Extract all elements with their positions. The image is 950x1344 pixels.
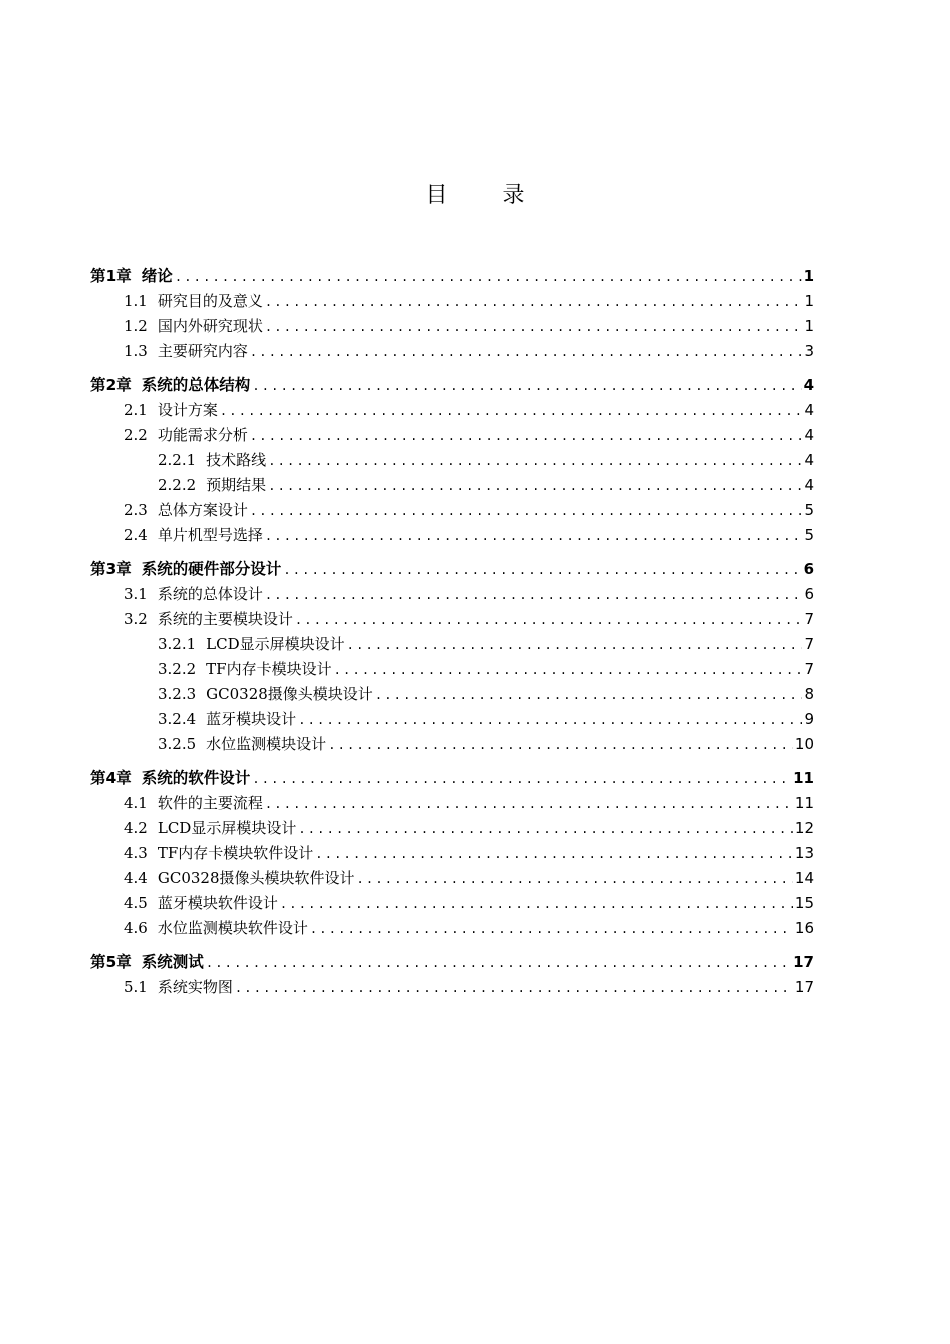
toc-section-entry[interactable] — [90, 314, 814, 339]
toc-dot-leader — [268, 474, 802, 499]
toc-page-number: 6 — [804, 585, 814, 603]
toc-chapter-entry[interactable] — [90, 557, 814, 582]
toc-chapter-entry[interactable] — [90, 766, 814, 791]
toc-section-entry[interactable] — [90, 523, 814, 548]
toc-entry-number: 4.2 — [124, 819, 148, 837]
toc-section-entry[interactable] — [90, 916, 814, 941]
toc-entry-title: 总体方案设计 — [157, 501, 248, 519]
toc-entry-number: 3.2.3 — [158, 685, 197, 703]
toc-dot-leader — [220, 399, 803, 424]
toc-entry-number: 3.2.4 — [158, 710, 197, 728]
toc-entry-number: 4.4 — [124, 869, 148, 887]
toc-entry-number: 5.1 — [124, 978, 148, 996]
toc-entry-number: 3.2 — [124, 610, 148, 628]
toc-entry-number: 第2章 — [90, 376, 132, 394]
toc-section-entry[interactable] — [90, 841, 814, 866]
toc-entry-number: 2.1 — [124, 401, 148, 419]
toc-entry-title: 蓝牙模块软件设计 — [157, 894, 278, 912]
toc-entry-title: 国内外研究现状 — [157, 317, 263, 335]
toc-page-number: 1 — [804, 317, 814, 335]
toc-entry-number: 4.5 — [124, 894, 148, 912]
toc-entry-title: 系统测试 — [141, 953, 204, 971]
toc-entry-title: 系统实物图 — [157, 978, 233, 996]
toc-page-number: 10 — [794, 735, 814, 753]
toc-entry-title: 水位监测模块软件设计 — [157, 919, 308, 937]
toc-entry-title: 软件的主要流程 — [157, 794, 263, 812]
toc-entry-title: 蓝牙模块设计 — [206, 710, 297, 728]
toc-entry-title: 设计方案 — [157, 401, 218, 419]
toc-entry-number: 3.2.5 — [158, 735, 197, 753]
toc-section-entry[interactable] — [90, 975, 814, 1000]
toc-entry-number: 4.1 — [124, 794, 148, 812]
toc-page-number: 12 — [794, 819, 814, 837]
toc-page-number: 7 — [804, 635, 814, 653]
toc-heading: 目 录 — [425, 183, 549, 208]
toc-dot-leader — [265, 315, 803, 340]
toc-entry-title: 系统的总体结构 — [141, 376, 251, 394]
toc-entry-title: 技术路线 — [206, 451, 267, 469]
toc-entry-number: 4.6 — [124, 919, 148, 937]
toc-section-entry[interactable] — [90, 582, 814, 607]
toc-entry-title: TF内存卡模块设计 — [206, 660, 332, 678]
toc-dot-leader — [250, 424, 803, 449]
toc-page-number: 8 — [804, 685, 814, 703]
toc-page-number: 17 — [794, 978, 814, 996]
toc-dot-leader — [250, 340, 803, 365]
toc-entry-title: 研究目的及意义 — [157, 292, 263, 310]
toc-page-number: 1 — [804, 292, 814, 310]
toc-page-number: 4 — [804, 476, 814, 494]
toc-dot-leader — [295, 608, 803, 633]
toc-entry-number: 3.1 — [124, 585, 148, 603]
toc-dot-leader — [265, 792, 793, 817]
toc-section-entry[interactable] — [90, 339, 814, 364]
toc-dot-leader — [206, 951, 791, 976]
toc-entry-number: 第1章 — [90, 267, 132, 285]
toc-entry-title: 绪论 — [141, 267, 173, 285]
toc-section-entry[interactable] — [90, 398, 814, 423]
toc-dot-leader — [265, 583, 803, 608]
toc-entry-number: 1.2 — [124, 317, 148, 335]
toc-dot-leader — [283, 558, 801, 583]
toc-chapter-entry[interactable] — [90, 264, 814, 289]
toc-section-entry[interactable] — [90, 423, 814, 448]
toc-page-number: 5 — [804, 501, 814, 519]
toc-dot-leader — [235, 976, 793, 1001]
toc-entry-title: LCD显示屏模块设计 — [206, 635, 345, 653]
toc-dot-leader — [315, 842, 793, 867]
toc-entry-title: 预期结果 — [206, 476, 267, 494]
toc-section-entry[interactable] — [90, 791, 814, 816]
toc-entry-number: 2.2.2 — [158, 476, 197, 494]
toc-dot-leader — [250, 499, 803, 524]
toc-entry-title: 系统的硬件部分设计 — [141, 560, 282, 578]
toc-section-entry[interactable] — [90, 607, 814, 632]
toc-section-entry[interactable] — [90, 473, 814, 498]
toc-page-number: 15 — [794, 894, 814, 912]
toc-section-entry[interactable] — [90, 732, 814, 757]
toc-entry-title: 系统的软件设计 — [141, 769, 251, 787]
toc-dot-leader — [280, 892, 793, 917]
toc-page-number: 4 — [804, 426, 814, 444]
toc-page-number: 13 — [794, 844, 814, 862]
toc-entry-number: 3.2.1 — [158, 635, 197, 653]
toc-section-entry[interactable] — [90, 657, 814, 682]
toc-page-number: 16 — [794, 919, 814, 937]
toc-dot-leader — [334, 658, 803, 683]
toc-page-number: 11 — [793, 769, 814, 787]
toc-entry-title: GC0328摄像头模块设计 — [206, 685, 373, 703]
toc-page-number: 7 — [804, 610, 814, 628]
toc-entry-title: 单片机型号选择 — [157, 526, 263, 544]
toc-dot-leader — [252, 767, 791, 792]
toc-entry-title: LCD显示屏模块设计 — [157, 819, 297, 837]
table-of-contents — [90, 264, 814, 1000]
toc-dot-leader — [328, 733, 793, 758]
toc-entry-number: 第5章 — [90, 953, 132, 971]
toc-section-entry[interactable] — [90, 632, 814, 657]
toc-page-number: 6 — [803, 560, 814, 578]
toc-entry-number: 2.2 — [124, 426, 148, 444]
toc-dot-leader — [268, 449, 802, 474]
toc-dot-leader — [310, 917, 793, 942]
toc-page-number: 5 — [804, 526, 814, 544]
toc-page-number: 4 — [803, 376, 814, 394]
toc-entry-number: 2.4 — [124, 526, 148, 544]
toc-dot-leader — [298, 708, 802, 733]
toc-section-entry[interactable] — [90, 498, 814, 523]
toc-chapter-entry[interactable] — [90, 373, 814, 398]
toc-entry-number: 2.3 — [124, 501, 148, 519]
toc-entry-number: 2.2.1 — [158, 451, 197, 469]
toc-page-number: 17 — [793, 953, 814, 971]
toc-section-entry[interactable] — [90, 448, 814, 473]
toc-page-number: 4 — [804, 401, 814, 419]
toc-entry-title: 功能需求分析 — [157, 426, 248, 444]
toc-entry-number: 1.1 — [124, 292, 148, 310]
toc-page-number: 3 — [804, 342, 814, 360]
toc-entry-number: 第4章 — [90, 769, 132, 787]
toc-entry-number: 第3章 — [90, 560, 132, 578]
toc-entry-title: 系统的主要模块设计 — [157, 610, 293, 628]
toc-dot-leader — [357, 867, 793, 892]
toc-dot-leader — [175, 265, 802, 290]
toc-entry-title: TF内存卡模块软件设计 — [157, 844, 314, 862]
toc-dot-leader — [252, 374, 801, 399]
toc-page-number: 9 — [804, 710, 814, 728]
toc-entry-number: 1.3 — [124, 342, 148, 360]
toc-section-entry[interactable] — [90, 682, 814, 707]
toc-dot-leader — [265, 290, 803, 315]
toc-entry-title: 水位监测模块设计 — [206, 735, 327, 753]
toc-section-entry[interactable] — [90, 816, 814, 841]
toc-entry-number: 3.2.2 — [158, 660, 197, 678]
toc-entry-number: 4.3 — [124, 844, 148, 862]
toc-dot-leader — [298, 817, 793, 842]
toc-section-entry[interactable] — [90, 866, 814, 891]
toc-page-number: 14 — [794, 869, 814, 887]
toc-section-entry[interactable] — [90, 707, 814, 732]
toc-page-number: 7 — [804, 660, 814, 678]
toc-entry-title: 系统的总体设计 — [157, 585, 263, 603]
toc-entry-title: GC0328摄像头模块软件设计 — [157, 869, 355, 887]
toc-dot-leader — [347, 633, 803, 658]
toc-page-number: 1 — [803, 267, 814, 285]
toc-dot-leader — [375, 683, 803, 708]
toc-page-number: 11 — [794, 794, 814, 812]
toc-dot-leader — [265, 524, 803, 549]
toc-page-number: 4 — [804, 451, 814, 469]
toc-section-entry[interactable] — [90, 289, 814, 314]
toc-section-entry[interactable] — [90, 891, 814, 916]
toc-entry-title: 主要研究内容 — [157, 342, 248, 360]
toc-chapter-entry[interactable] — [90, 950, 814, 975]
